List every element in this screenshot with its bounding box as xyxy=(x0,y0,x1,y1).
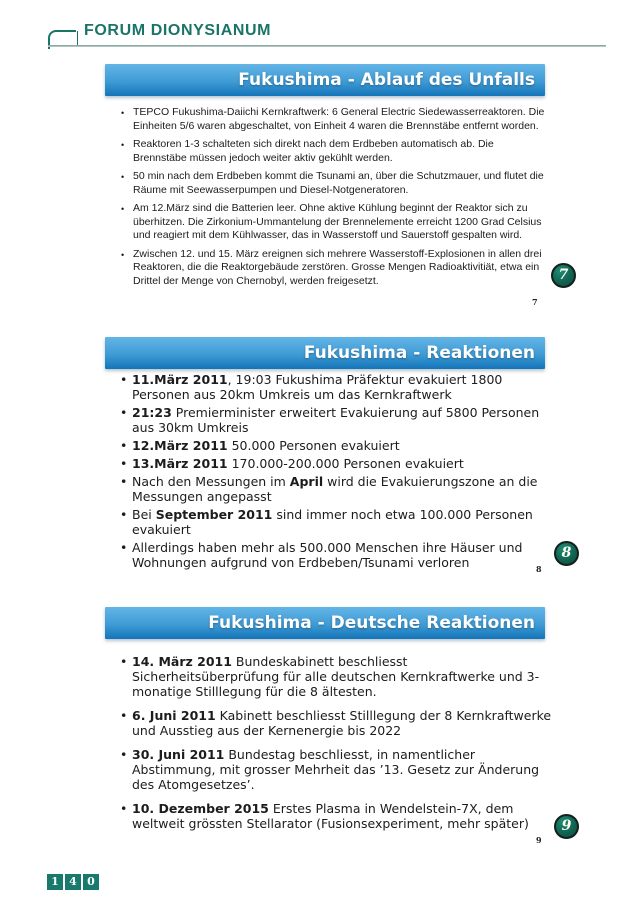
bullet-text: Premierminister erweitert Evakuierung auf 5800 Personen aus 30km Umkreis xyxy=(132,405,540,435)
section-number-badge: 9 xyxy=(554,814,579,839)
slide-page-number: 9 xyxy=(536,835,542,845)
page-number-digit: 4 xyxy=(65,874,81,890)
slide-title-bar xyxy=(105,337,545,369)
bullet-text: Bundeskabinett beschliesst Sicherheitsüberprüfung für alle deutschen Kernkraftwerke und 3-monatige Stilllegung für die 8 ältesten. xyxy=(132,654,540,699)
bullet-item xyxy=(121,248,545,289)
bullet-item xyxy=(120,801,552,831)
bullet-item xyxy=(120,540,550,570)
bullet-item xyxy=(120,438,550,453)
slide-title-bar xyxy=(105,64,545,96)
slide-body xyxy=(120,372,550,573)
bullet-text: Allerdings haben mehr als 500.000 Menschen ihre Häuser und Wohnungen aufgrund von Erdbeben/Tsunami verloren xyxy=(132,540,523,570)
bullet-text: TEPCO Fukushima-Daiichi Kernkraftwerk: 6 General Electric Siedewasserreaktoren. Die Einheiten 5/6 waren abgeschaltet, von Einheit 4 waren die Brennstäbe entfernt worden. xyxy=(133,106,545,132)
bullet-text: wird die Evakuierungszone an die Messungen angepasst xyxy=(132,474,538,504)
bullet-text: Am 12.März sind die Batterien leer. Ohne aktive Kühlung beginnt der Reaktor sich zu überhitzen. Die Zirkonium-Ummantelung der Brennelemente erreicht 1200 Grad Celsius und reagiert mit dem Kühlwasser, das in Wasserstoff und Sauerstoff gespalten wird. xyxy=(133,202,542,241)
slide-title: Fukushima - Deutsche Reaktionen xyxy=(208,613,535,633)
bullet-text: Zwischen 12. und 15. März ereignen sich mehrere Wasserstoff-Explosionen in allen drei Reaktoren, die die Reaktorgebäude zerstören. Grosse Mengen Radioaktivitiät, etwa ein Drittel der Menge von Chernobyl, werden freigesetzt. xyxy=(133,247,542,287)
bullet-item xyxy=(120,474,550,504)
bullet-text-bold: April xyxy=(289,474,324,489)
page-number-digit: 0 xyxy=(83,874,99,890)
section-number-badge: 8 xyxy=(554,541,579,566)
forum-logo-divider xyxy=(77,31,78,46)
slide-title: Fukushima - Ablauf des Unfalls xyxy=(238,70,535,90)
bullet-text: Nach den Messungen im xyxy=(132,474,290,489)
bullet-item xyxy=(121,106,545,133)
bullet-text-bold: 30. Juni 2011 xyxy=(132,747,225,762)
bullet-item xyxy=(120,654,552,699)
bullet-text-bold: 11.März 2011 xyxy=(132,372,228,387)
bullet-text: Bei xyxy=(132,507,156,522)
bullet-text: Kabinett beschliesst Stilllegung der 8 Kernkraftwerke und Ausstieg aus der Kernenergie bis 2022 xyxy=(132,708,552,738)
bullet-text-bold: 6. Juni 2011 xyxy=(132,708,216,723)
bullet-item xyxy=(120,405,550,435)
bullet-text-bold: September 2011 xyxy=(155,507,273,522)
page-number-digit: 1 xyxy=(47,874,63,890)
bullet-item xyxy=(120,456,550,471)
header-rule xyxy=(48,45,606,47)
bullet-text: Reaktoren 1-3 schalteten sich direkt nach dem Erdbeben automatisch ab. Die Brennstäbe müssen jedoch weiter aktiv gekühlt werden. xyxy=(133,138,494,164)
slide-title: Fukushima - Reaktionen xyxy=(303,343,535,363)
slide-title-bar xyxy=(105,607,545,639)
forum-title: FORUM DIONYSIANUM xyxy=(84,22,272,39)
bullet-text: 50.000 Personen evakuiert xyxy=(227,438,400,453)
bullet-text: Erstes Plasma in Wendelstein-7X, dem weltweit grössten Stellarator (Fusionsexperiment, mehr später) xyxy=(132,801,529,831)
bullet-item xyxy=(120,747,552,792)
bullet-item xyxy=(120,507,550,537)
slide-body xyxy=(121,106,545,293)
section-number-badge: 7 xyxy=(551,263,576,288)
bullet-item xyxy=(121,170,545,197)
bullet-text: 50 min nach dem Erdbeben kommt die Tsunami an, über die Schutzmauer, und flutet die Räume mit Seewasserpumpen und Diesel-Notgeneratoren. xyxy=(133,170,544,196)
bullet-item xyxy=(121,138,545,165)
bullet-text-bold: 12.März 2011 xyxy=(132,438,228,453)
bullet-text-bold: 21:23 xyxy=(132,405,172,420)
slide-page-number: 8 xyxy=(536,564,542,574)
bullet-text: 170.000-200.000 Personen evakuiert xyxy=(227,456,464,471)
bullet-item xyxy=(120,708,552,738)
bullet-item xyxy=(121,202,545,243)
bullet-text: Bundestag beschliesst, in namentlicher Abstimmung, mit grosser Mehrheit das ’13. Gesetz zur Änderung des Atomgesetzes’. xyxy=(132,747,540,792)
bullet-text-bold: 10. Dezember 2015 xyxy=(132,801,269,816)
slide-body xyxy=(120,654,552,840)
bullet-text-bold: 14. März 2011 xyxy=(132,654,232,669)
bullet-text: , 19:03 Fukushima Präfektur evakuiert 1800 Personen aus 20km Umkreis um das Kernkraftwerk xyxy=(132,372,503,402)
bullet-item xyxy=(120,372,550,402)
bullet-text: sind immer noch etwa 100.000 Personen evakuiert xyxy=(132,507,533,537)
bullet-text-bold: 13.März 2011 xyxy=(132,456,228,471)
slide-page-number: 7 xyxy=(532,297,538,307)
